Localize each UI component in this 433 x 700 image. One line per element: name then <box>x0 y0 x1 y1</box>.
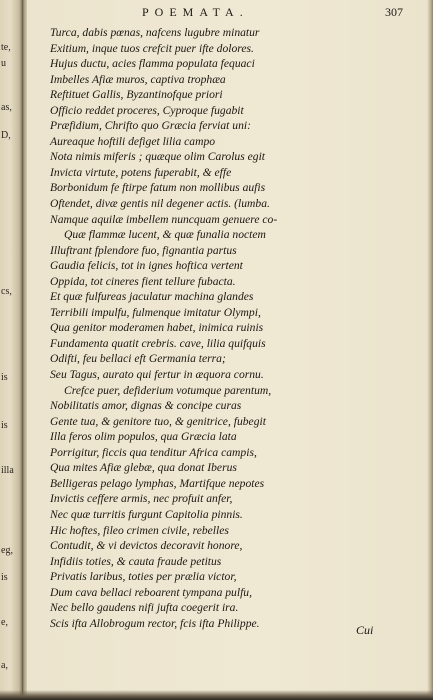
facing-page-fragment: u <box>1 58 6 69</box>
verse-line: Hujus ductu, acies flamma populata fequaci <box>50 57 255 71</box>
verse-line: Fundamenta quatit crebris. cave, lilia quifquis <box>50 336 266 350</box>
verse-line: Odifti, feu bellaci eft Germania terra; <box>50 352 226 366</box>
page-bottom-edge <box>0 690 433 700</box>
verse-line: Præfidium, Chrifto quo Græcia ferviat uni: <box>50 119 251 133</box>
verse-line: Infidiis toties, & cauta fraude petitus <box>50 554 222 568</box>
previous-page-edge <box>0 0 22 700</box>
verse-line: Illa feros olim populos, qua Græcia lata <box>50 430 237 444</box>
verse-line: Borbonidum fe ftirpe fatum non mollibus aufis <box>50 181 266 195</box>
verse-line: Quæ flammæ lucent, & quæ funalia noctem <box>64 228 266 242</box>
facing-page-fragment: a, <box>1 660 8 671</box>
facing-page-fragment: is <box>1 372 8 383</box>
verse-line: Crefce puer, defiderium votumque parentum, <box>64 383 272 397</box>
verse-line: Gente tua, & genitore tuo, & genitrice, fubegit <box>50 414 266 428</box>
verse-line: Imbelles Afiæ muros, captiva trophæa <box>50 72 226 86</box>
verse-line: Nec bello gaudens nifi jufta coegerit ira. <box>50 601 239 615</box>
verse-line: Terribili impulfu, fulmenque imitatur Olympi, <box>50 305 261 319</box>
verse-line: Qua genitor moderamen habet, inimica ruinis <box>50 321 264 335</box>
verse-line: Officio reddet proceres, Cyproque fugabit <box>50 103 244 117</box>
facing-page-fragment: te, <box>1 42 11 53</box>
verse-line: Porrigitur, ficcis qua tenditur Africa campis, <box>50 445 257 459</box>
running-title: POEMATA. <box>142 5 249 19</box>
verse-line: Namque aquilæ imbellem nuncquam genuere co- <box>50 212 278 226</box>
facing-page-fragment: cs, <box>1 286 12 297</box>
page-right-edge <box>427 0 433 700</box>
verse-line: Illuftrant fplendore fuo, fignantia partus <box>50 243 237 257</box>
verse-line: Belligeras pelago lymphas, Martifque nepotes <box>50 476 265 490</box>
verse-line: Dum cava bellaci reboarent tympana pulfu, <box>50 585 252 599</box>
verse-line: Privatis laribus, toties per prælia victor, <box>50 570 237 584</box>
verse-line: Seu Tagus, aurato qui fertur in æquora cornu. <box>50 368 264 382</box>
verse-line: Scis ifta Allobrogum rector, fcis ifta Philippe. <box>50 616 260 630</box>
catchword: Cui <box>356 623 374 637</box>
verse-line: Nobilitatis amor, dignas & concipe curas <box>50 399 242 413</box>
facing-page-fragment: is <box>1 572 8 583</box>
facing-page-fragment: e, <box>1 617 8 628</box>
facing-page-fragment: D, <box>1 130 11 141</box>
verse-line: Invicta virtute, potens fuperabit, & effe <box>50 165 232 179</box>
verse-line: Qua mites Afiæ glebæ, qua donat Iberus <box>50 461 237 475</box>
verse-line: Contudit, & vi devictos decoravit honore, <box>50 539 243 553</box>
binding-gutter <box>22 0 27 700</box>
verse-line: Gaudia felicis, tot in ignes hoftica vertent <box>50 259 243 273</box>
verse-line: Aureaque hoftili defiget lilia campo <box>50 134 216 148</box>
page-number: 307 <box>385 5 403 19</box>
facing-page-fragment: eg, <box>1 545 13 556</box>
poem-text <box>50 25 390 631</box>
verse-line: Et quæ fulfureas jaculatur machina glandes <box>50 290 254 304</box>
verse-line: Nec quæ turritis furgunt Capitolia pinnis. <box>50 507 243 521</box>
verse-line: Invictis ceffere armis, nec profuit anfer, <box>50 492 233 506</box>
verse-line: Oftendet, divæ gentis nil degener actis. (lumba. <box>50 197 270 211</box>
facing-page-fragment: illa <box>1 465 14 476</box>
verse-line: Nota nimis miferis ; quæque olim Carolus egit <box>50 150 266 164</box>
verse-line: Hic hoftes, fileo crimen civile, rebelles <box>50 523 229 537</box>
verse-line: Reftituet Gallis, Byzantinofque priori <box>50 88 223 102</box>
verse-line: Exitium, inque tuos crefcit puer ifte dolores. <box>50 41 254 55</box>
verse-line: Turca, dabis pœnas, nafcens lugubre minatur <box>50 26 260 39</box>
facing-page-fragment: as, <box>1 102 12 113</box>
verse-line: Oppida, tot cineres fient tellure fubacta. <box>50 274 236 288</box>
facing-page-fragment: is <box>1 420 8 431</box>
